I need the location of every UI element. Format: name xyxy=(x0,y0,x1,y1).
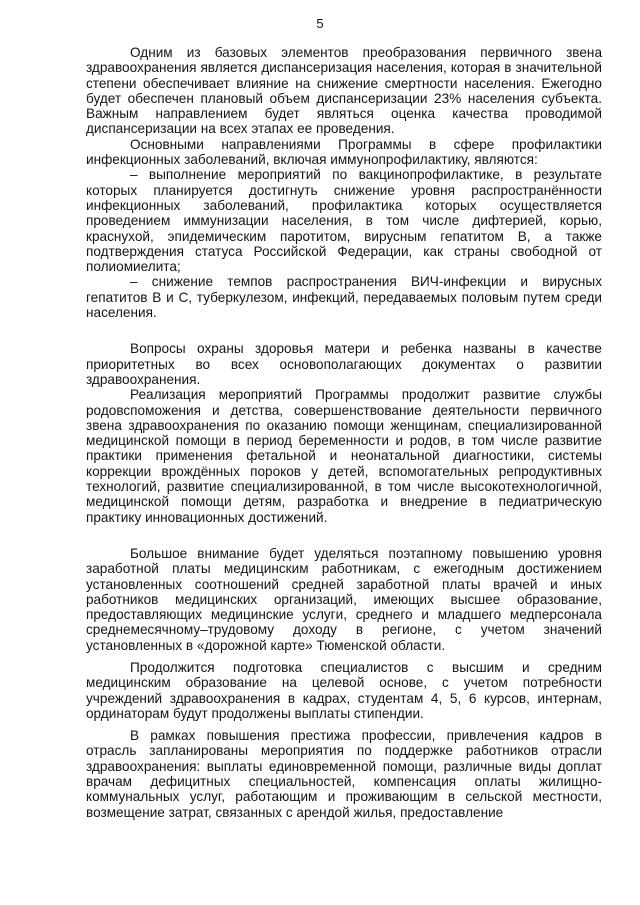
paragraph-staff-support: В рамках повышения престижа профессии, привлечения кадров в отрасль запланированы мероприятия по поддержке работников отрасли здравоохранения: выплаты единовременной помощи, различные виды доплат врачам дефицитных специальностей, компенсация оплаты жилищно-коммунальных услуг, работающим и проживающим в сельской местности, возмещение затрат, связанных с арендой жилья, предоставление xyxy=(86,728,602,820)
paragraph-vaccination: – выполнение мероприятий по вакцинопрофилактике, в результате которых планируется достигнуть снижение уровня распространённости инфекционных заболеваний, профилактика которых осуществляется проведением иммунизации населения, в том числе дифтерией, корью, краснухой, эпидемическим паротитом, вирусным гепатитом В, а также подтверждения статуса Российской Федерации, как страны свободной от полиомиелита; xyxy=(86,167,602,275)
paragraph-obstetric-service: Реализация мероприятий Программы продолжит развитие службы родовспоможения и детства, совершенствование деятельности первичного звена здравоохранения по оказанию помощи женщинам, специализированной медицинской помощи в период беременности и родов, в том числе развитие практики применения фетальной и неонатальной диагностики, системы коррекции врождённых пороков у детей, вспомогательных репродуктивных технологий, развитие специализированной, в том числе высокотехнологичной, медицинской помощи детям, разработка и внедрение в педиатрическую практику инновационных достижений. xyxy=(86,387,602,525)
document-body xyxy=(86,45,602,820)
paragraph-maternal-child-health: Вопросы охраны здоровья матери и ребенка названы в качестве приоритетных во всех основополагающих документах о развитии здравоохранения. xyxy=(86,341,602,387)
paragraph-dispensarization: Одним из базовых элементов преобразования первичного звена здравоохранения является диспансеризация населения, которая в значительной степени обеспечивает влияние на снижение смертности населения. Ежегодно будет обеспечен плановый объем диспансеризации 23% населения субъекта. Важным направлением будет являться оценка качества проводимой диспансеризации на всех этапах ее проведения. xyxy=(86,45,602,137)
paragraph-infection-prevention-intro: Основными направлениями Программы в сфере профилактики инфекционных заболеваний, включая иммунопрофилактику, являются: xyxy=(86,136,602,168)
paragraph-hiv-hepatitis: – снижение темпов распространения ВИЧ-инфекции и вирусных гепатитов В и С, туберкулезом, инфекций, передаваемых половым путем среди населения. xyxy=(86,274,602,321)
paragraph-salary: Большое внимание будет уделяться поэтапному повышению уровня заработной платы медицинским работникам, с ежегодным достижением установленных соотношений средней заработной платы врачей и иных работников медицинских организаций, имеющих высшее образование, предоставляющих медицинские услуги, среднего и младшего медперсонала среднемесячному–трудовому доходу в регионе, с учетом значений установленных в «дорожной карте» Тюменской области. xyxy=(86,545,602,653)
paragraph-training: Продолжится подготовка специалистов с высшим и средним медицинским образование на целевой основе, с учетом потребности учреждений здравоохранения в кадрах, студентам 4, 5, 6 курсов, интернам, ординаторам будут продолжены выплаты стипендии. xyxy=(86,659,602,721)
page-number: 5 xyxy=(316,16,324,31)
